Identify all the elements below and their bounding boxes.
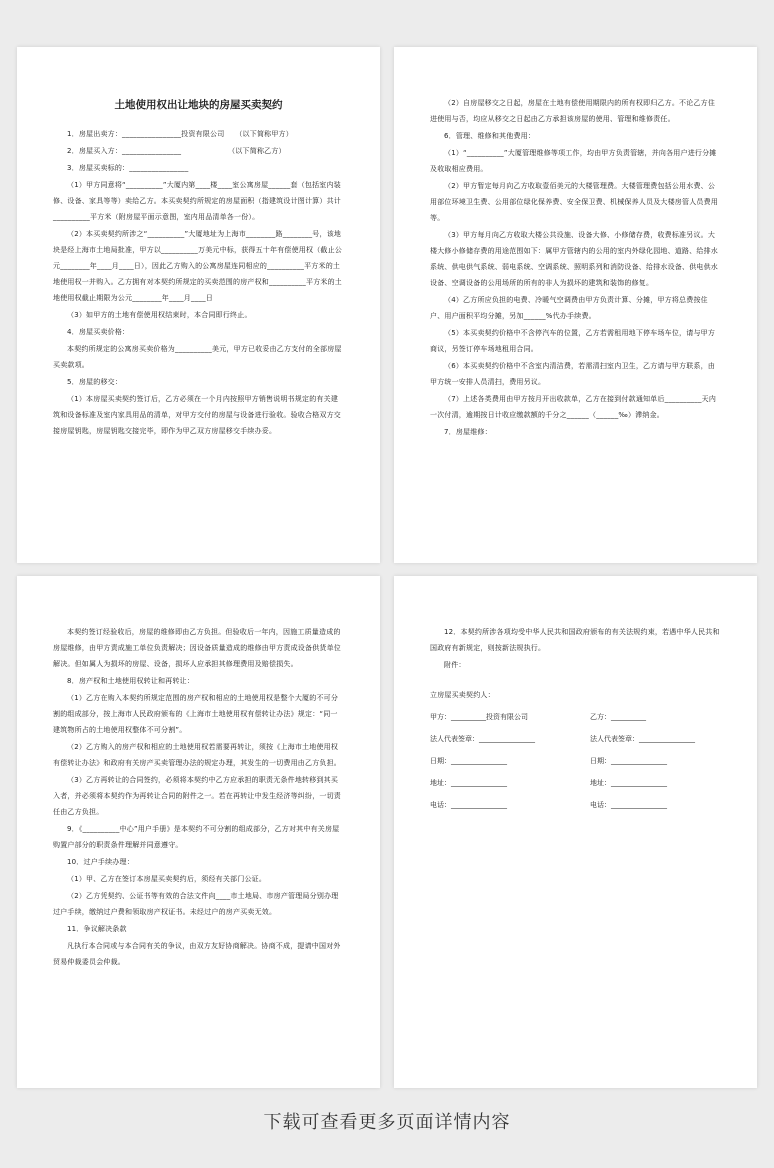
page-3-body (53, 624, 344, 970)
document-page-2 (394, 47, 757, 563)
party-a-field: 法人代表签章：________________ (430, 735, 535, 743)
paragraph: （6）本买卖契约价格中不含室内清洁费，若需清扫室内卫生，乙方请与甲方联系，由甲方统一安排人员清扫，费用另议。 (430, 362, 716, 386)
paragraph: 2．房屋买入方：________________ （以下简称乙方） (67, 147, 286, 155)
paragraph: 12．本契约所涉各项均受中华人民共和国政府颁布的有关法规约束，若遇中华人民共和国政府有新规定，则按新法规执行。 (430, 628, 720, 652)
paragraph: （1）“__________”大厦管理维修等项工作，均由甲方负责管辖，并向各用户进行分摊及收取相应费用。 (430, 149, 717, 173)
signature-row (430, 733, 721, 745)
paragraph: （3）乙方再转让的合同签约，必须将本契约中乙方应承担的职责无条件地转移到其买入者，并必须将本契约作为再转让合同的附件之一。若在再转让中发生经济等纠纷，一切责任由乙方负担。 (53, 776, 341, 816)
party-a-field: 地址：________________ (430, 779, 507, 787)
paragraph: （1）本房屋买卖契约签订后，乙方必须在一个月内按照甲方销售说明书规定的有关建筑和设备标准及室内家具用品的清单，对甲方交付的房屋与设备进行验收。验收合格双方交接房屋钥匙，房屋钥匙交接完毕，即作为甲乙双方房屋移交手续办妥。 (53, 395, 341, 435)
party-b-field: 电话：________________ (590, 801, 667, 809)
paragraph: 4．房屋买卖价格： (67, 328, 130, 336)
paragraph: （3）甲方每月向乙方收取大楼公共设施、设备大修、小修储存费，收费标准另议。大楼大修小修储存费的用途范围如下：属甲方管辖内的公用的室内外绿化园地、道路、给排水系统、供电供气系统、弱电系统、空调系统、照明系列和消防设备、给排水设备、供电供水设备、空调设备的公用场所的所有的非人为损坏的建筑和装饰的修复。 (430, 231, 718, 287)
document-page-4 (394, 576, 757, 1088)
paragraph: 5．房屋的移交： (67, 378, 123, 386)
signature-block (430, 711, 721, 811)
paragraph: （1）甲方同意将“__________”大厦内第____楼____室公寓房屋______套（包括室内装修、设备、家具等等）卖给乙方。本买卖契约所规定的房屋面积（指建筑设计图计算）共计__________平方米（附房屋平面示意图，室内用品清单各一份）。 (53, 181, 341, 221)
party-b-field: 日期：________________ (590, 757, 667, 765)
signature-row (430, 799, 721, 811)
document-page-3 (17, 576, 380, 1088)
signature-row (430, 755, 721, 767)
paragraph: 本契约签订经验收后，房屋的维修即由乙方负担。但验收后一年内，因施工质量造成的房屋维修，由甲方责成施工单位负责解决；因设备质量造成的维修由甲方责成设备供货单位解决。但如属人为损坏的房屋、设备，损坏人应承担其修理费用及赔偿损失。 (53, 628, 341, 668)
party-a-field: 日期：________________ (430, 757, 507, 765)
paragraph: 11．争议解决条款 (67, 925, 127, 933)
page-4-body (430, 624, 721, 673)
paragraph: （3）如甲方的土地有偿使用权结束时，本合同即行终止。 (67, 311, 252, 319)
paragraph: （1）甲、乙方在签订本房屋买卖契约后，须经有关部门公证。 (67, 875, 267, 883)
paragraph: 3．房屋买卖标的：________________ (67, 164, 189, 172)
paragraph: 1．房屋出卖方：________________投资有限公司 （以下简称甲方） (67, 130, 293, 138)
paragraph: 9．《__________中心”用户手册》是本契约不可分割的组成部分，乙方对其中有关房屋购置户部分的职责条件理解并同意遵守。 (53, 825, 340, 849)
paragraph: 7．房屋维修： (444, 428, 492, 436)
paragraph: （2）自房屋移交之日起，房屋在土地有偿使用期限内的所有权即归乙方。不论乙方住进使用与否，均应从移交之日起由乙方承担该房屋的使用、管理和维修责任。 (430, 99, 716, 123)
signature-row (430, 777, 721, 789)
paragraph: 本契约所规定的公寓房买卖价格为__________美元，甲方已收妥由乙方支付的全部房屋买卖款项。 (53, 345, 342, 369)
party-a-field: 电话：________________ (430, 801, 507, 809)
signature-row (430, 711, 721, 723)
paragraph: （2）甲方暂定每月向乙方收取壹佰美元的大楼管理费。大楼管理费包括公用水费、公用部位环境卫生费、公用部位绿化保养费、安全保卫费、机械保养人员及大楼房管人员费用等。 (430, 182, 718, 222)
paragraph: 8．房产权和土地使用权转让和再转让： (67, 677, 195, 685)
document-page-1 (17, 47, 380, 563)
paragraph: 附件： (444, 661, 466, 669)
paragraph: （2）乙方购入的房产权和相应的土地使用权若需要再转让，须按《上海市土地使用权有偿转让办法》和政府有关房产买卖管理办法的规定办理，其发生的一切费用由乙方负担。 (53, 743, 341, 767)
paragraph: （4）乙方所应负担的电费、冷暖气空调费由甲方负责计算、分摊，甲方将总费按住户、用户面积平均分摊，另加______%代办手续费。 (430, 296, 708, 320)
paragraph: （2）乙方凭契约、公证书等有效的合法文件向____市土地局、市房产管理局分别办理过户手续，缴纳过户费和领取房产权证书。未经过户的房产买卖无效。 (53, 892, 339, 916)
page-1-body (53, 126, 344, 439)
paragraph: （2）本买卖契约所涉之“__________”大厦地址为上海市________路________号，该地块是经上海市土地局批准，甲方以__________万美元中标，获得五十年有偿使用权（截止公元________年____月____日），因此乙方购入的公寓房屋连同相应的__________平方米的土地使用权一并购入。乙方拥有对本契约所规定的买卖范围的房产权和__________平方米的土地使用权截止期限为公元________年____月____日 (53, 230, 342, 302)
paragraph: 凡执行本合同或与本合同有关的争议，由双方友好协商解决。协商不成，提请中国对外贸易仲裁委员会仲裁。 (53, 942, 341, 966)
document-title: 土地使用权出让地块的房屋买卖契约 (114, 99, 283, 111)
page-2-body (430, 95, 721, 440)
paragraph: 10．过户手续办理： (67, 858, 134, 866)
sign-heading: 立房屋买卖契约人： (430, 691, 495, 699)
paragraph: （7）上述各类费用由甲方按月开出收款单，乙方在接到付款通知单后__________天内一次付清，逾期按日计收应缴款额的千分之______（______‰）滞纳金。 (430, 395, 717, 419)
download-more-caption[interactable]: 下载可查看更多页面详情内容 (263, 1112, 511, 1133)
paragraph: （5）本买卖契约价格中不含停汽车的位置，乙方若需租用地下停车场车位，请与甲方商议，另签订停车场地租用合同。 (430, 329, 716, 353)
party-a-field: 甲方：__________投资有限公司 (430, 713, 528, 721)
party-b-field: 乙方：__________ (590, 713, 646, 721)
paragraph: 6．管理、维修和其他费用： (444, 132, 536, 140)
party-b-field: 地址：________________ (590, 779, 667, 787)
paragraph: （1）乙方在购入本契约所规定范围的房产权和相应的土地使用权是整个大厦的不可分割的组成部分，按上海市人民政府颁布的《上海市土地使用权有偿转让办法》规定：“同一建筑物所占的土地使用权整体不可分割”。 (53, 694, 339, 734)
party-b-field: 法人代表签章：________________ (590, 735, 695, 743)
